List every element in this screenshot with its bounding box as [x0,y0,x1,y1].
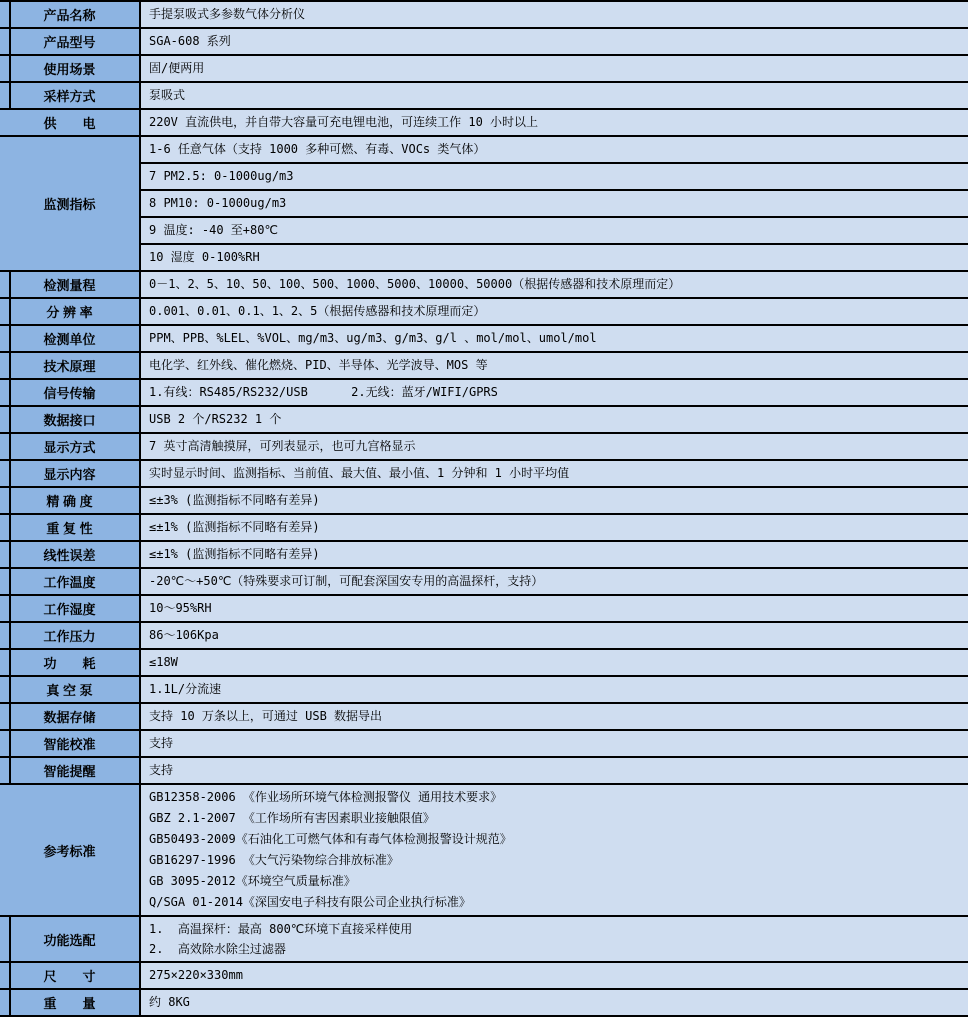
spec-label: 检测单位 [0,325,140,352]
spec-value: 7 PM2.5: 0-1000ug/m3 [140,163,968,190]
spec-row [0,379,968,406]
spec-row [0,1,968,28]
spec-label: 重 量 [0,989,140,1016]
spec-row [0,730,968,757]
spec-value-line: GBZ 2.1-2007 《工作场所有害因素职业接触限值》 [149,811,435,825]
spec-label: 智能校准 [0,730,140,757]
spec-value: -20℃～+50℃（特殊要求可订制，可配套深国安专用的高温探杆，支持） [140,568,968,595]
spec-table-body [0,1,968,1016]
spec-label: 工作压力 [0,622,140,649]
spec-label: 数据存储 [0,703,140,730]
spec-row [0,271,968,298]
spec-label: 检测量程 [0,271,140,298]
spec-value: 86～106Kpa [140,622,968,649]
spec-value: 支持 [140,730,968,757]
spec-row [0,433,968,460]
spec-label: 线性误差 [0,541,140,568]
spec-value-line: GB50493-2009《石油化工可燃气体和有毒气体检测报警设计规范》 [149,832,512,846]
spec-value: 0.001、0.01、0.1、1、2、5（根据传感器和技术原理而定） [140,298,968,325]
spec-row [0,962,968,989]
spec-label: 使用场景 [0,55,140,82]
spec-value: PPM、PPB、%LEL、%VOL、mg/m3、ug/m3、g/m3、g/l 、mol/mol、umol/mol [140,325,968,352]
spec-value-line: 1. 高温探杆：最高 800℃环境下直接采样使用 [149,922,413,936]
spec-value: 1.1L/分流速 [140,676,968,703]
spec-value: 泵吸式 [140,82,968,109]
spec-label: 参考标准 [0,784,140,916]
spec-value: 实时显示时间、监测指标、当前值、最大值、最小值、1 分钟和 1 小时平均值 [140,460,968,487]
spec-value: 10～95%RH [140,595,968,622]
spec-subrow [0,190,968,217]
spec-row [0,298,968,325]
spec-value: 1-6 任意气体（支持 1000 多种可燃、有毒、VOCs 类气体） [140,136,968,163]
spec-row [0,595,968,622]
spec-label: 产品名称 [0,1,140,28]
spec-row [0,109,968,136]
spec-label: 供 电 [0,109,140,136]
spec-value: ≤±3% (监测指标不同略有差异) [140,487,968,514]
spec-value-line: 2. 高效除水除尘过滤器 [149,942,286,956]
spec-row [0,916,968,962]
spec-value: 支持 10 万条以上，可通过 USB 数据导出 [140,703,968,730]
spec-row [0,82,968,109]
spec-row [0,352,968,379]
spec-value: 电化学、红外线、催化燃烧、PID、半导体、光学波导、MOS 等 [140,352,968,379]
spec-row [0,784,968,916]
spec-label: 数据接口 [0,406,140,433]
spec-label: 重 复 性 [0,514,140,541]
spec-value: 9 温度: -40 至+80℃ [140,217,968,244]
spec-value-line: GB12358-2006 《作业场所环境气体检测报警仪 通用技术要求》 [149,790,503,804]
spec-value: 8 PM10: 0-1000ug/m3 [140,190,968,217]
spec-label: 产品型号 [0,28,140,55]
spec-row [0,28,968,55]
spec-row [0,757,968,784]
spec-row [0,703,968,730]
spec-value: 220V 直流供电，并自带大容量可充电锂电池，可连续工作 10 小时以上 [140,109,968,136]
spec-value: USB 2 个/RS232 1 个 [140,406,968,433]
spec-row [0,676,968,703]
spec-label: 信号传输 [0,379,140,406]
spec-label: 功 耗 [0,649,140,676]
spec-value: 7 英寸高清触摸屏，可列表显示，也可九宫格显示 [140,433,968,460]
spec-row [0,541,968,568]
spec-row [0,460,968,487]
spec-subrow [0,163,968,190]
spec-label: 工作湿度 [0,595,140,622]
spec-value-line: GB 3095-2012《环境空气质量标准》 [149,874,356,888]
spec-value: 10 湿度 0-100%RH [140,244,968,271]
spec-row [0,649,968,676]
spec-value: SGA-608 系列 [140,28,968,55]
spec-value [140,916,968,962]
spec-label: 监测指标 [0,136,140,271]
spec-value: ≤±1% (监测指标不同略有差异) [140,541,968,568]
spec-row [0,622,968,649]
spec-value: 固/便两用 [140,55,968,82]
spec-label: 工作温度 [0,568,140,595]
spec-subrow [0,244,968,271]
spec-row [0,325,968,352]
spec-subrow [0,136,968,163]
spec-value-line: GB16297-1996 《大气污染物综合排放标准》 [149,853,399,867]
spec-value: 约 8KG [140,989,968,1016]
spec-label: 真 空 泵 [0,676,140,703]
spec-value: ≤18W [140,649,968,676]
spec-row [0,568,968,595]
spec-value: 275×220×330mm [140,962,968,989]
spec-value: ≤±1% (监测指标不同略有差异) [140,514,968,541]
spec-label: 显示方式 [0,433,140,460]
spec-subrow [0,217,968,244]
spec-label: 尺 寸 [0,962,140,989]
spec-label: 功能选配 [0,916,140,962]
spec-label: 精 确 度 [0,487,140,514]
spec-value: 0－1、2、5、10、50、100、500、1000、5000、10000、50000（根据传感器和技术原理而定） [140,271,968,298]
spec-label: 分 辨 率 [0,298,140,325]
spec-row [0,406,968,433]
spec-value: 手提泵吸式多参数气体分析仪 [140,1,968,28]
spec-label: 智能提醒 [0,757,140,784]
spec-row [0,487,968,514]
spec-label: 技术原理 [0,352,140,379]
spec-value [140,784,968,916]
spec-label: 采样方式 [0,82,140,109]
spec-value: 支持 [140,757,968,784]
spec-row [0,989,968,1016]
spec-row [0,514,968,541]
spec-row [0,55,968,82]
spec-value: 1.有线：RS485/RS232/USB 2.无线：蓝牙/WIFI/GPRS [140,379,968,406]
spec-value-line: Q/SGA 01-2014《深国安电子科技有限公司企业执行标准》 [149,895,471,909]
spec-label: 显示内容 [0,460,140,487]
